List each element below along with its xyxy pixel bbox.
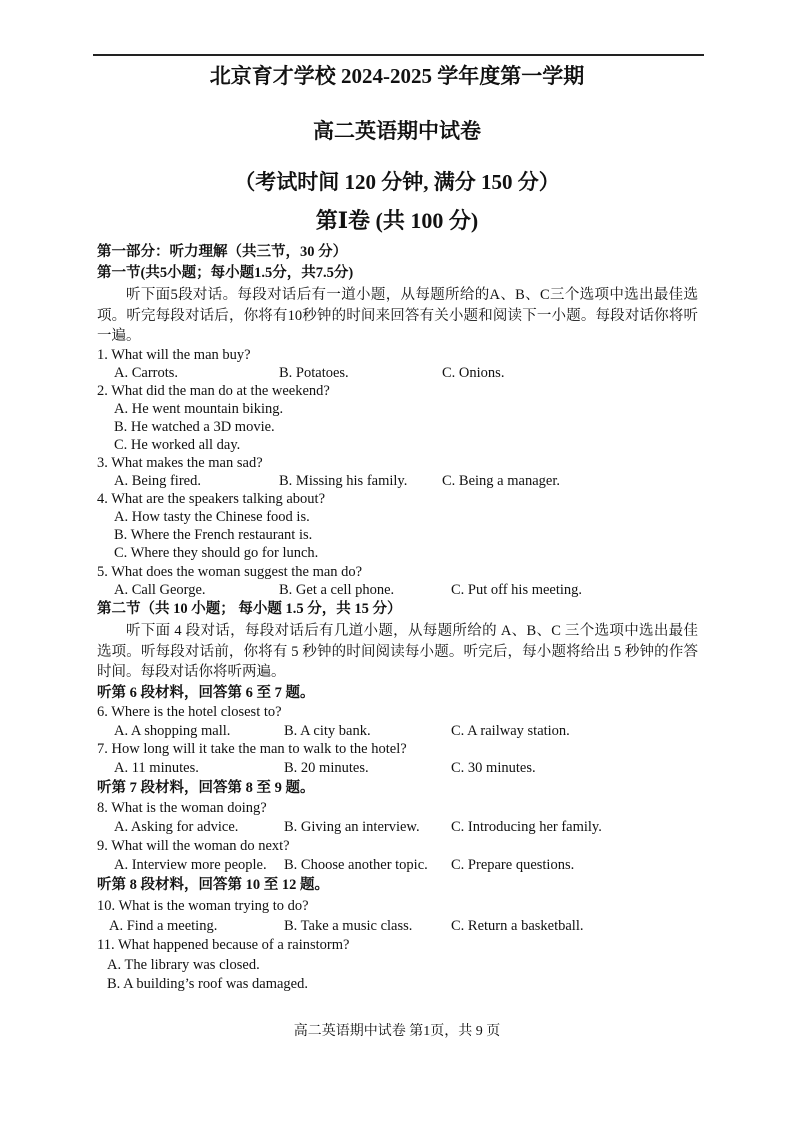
option-a: A. He went mountain biking. xyxy=(114,401,284,417)
page-footer: 高二英语期中试卷 第1页，共 9 页 xyxy=(293,1024,501,1039)
option-c: C. Return a basketball. xyxy=(451,918,584,934)
question-stem: 3. What makes the man sad? xyxy=(97,455,263,471)
option-a: A. Being fired. xyxy=(114,473,201,489)
exam-info: （考试时间 120 分钟, 满分 150 分） xyxy=(234,170,560,194)
school-title: 北京育才学校 2024-2025 学年度第一学期 xyxy=(209,64,585,88)
option-a: A. Asking for advice. xyxy=(114,819,239,835)
option-c: C. Prepare questions. xyxy=(451,857,575,873)
option-b: B. 20 minutes. xyxy=(284,760,369,776)
question-stem: 8. What is the woman doing? xyxy=(97,800,267,816)
material-6-heading: 听第 6 段材料，回答第 6 至 7 题。 xyxy=(97,685,315,701)
option-c: C. Where they should go for lunch. xyxy=(114,545,319,561)
option-c: C. Put off his meeting. xyxy=(451,582,583,598)
section1-instructions: 听下面5段对话。每段对话后有一道小题，从每题所给的A、B、C三个选项中选出最佳选项。听完每段对话后，你将有10秒钟的时间来回答有关小题和阅读下一小题。每段对话你将听一遍。 xyxy=(97,287,698,344)
option-a: A. How tasty the Chinese food is. xyxy=(114,509,310,525)
option-b: B. Where the French restaurant is. xyxy=(114,527,313,543)
question-stem: 11. What happened because of a rainstorm? xyxy=(97,937,350,953)
exam-title: 高二英语期中试卷 xyxy=(313,119,481,143)
option-c: C. He worked all day. xyxy=(114,437,241,453)
section2-heading: 第二节（共 10 小题； 每小题 1.5 分，共 15 分） xyxy=(97,601,402,617)
option-c: C. 30 minutes. xyxy=(451,760,536,776)
option-a: A. A shopping mall. xyxy=(114,723,231,739)
option-c: C. A railway station. xyxy=(451,723,570,739)
option-c: C. Onions. xyxy=(442,365,505,381)
option-b: B. Take a music class. xyxy=(284,918,413,934)
option-c: C. Being a manager. xyxy=(442,473,560,489)
question-stem: 7. How long will it take the man to walk to the hotel? xyxy=(97,741,407,757)
question-stem: 9. What will the woman do next? xyxy=(97,838,290,854)
option-c: C. Introducing her family. xyxy=(451,819,602,835)
material-7-heading: 听第 7 段材料，回答第 8 至 9 题。 xyxy=(97,780,315,796)
option-b: B. He watched a 3D movie. xyxy=(114,419,275,435)
section2-instructions: 听下面 4 段对话，每段对话后有几道小题，从每题所给的 A、B、C 三个选项中选出最佳选项。听每段对话前，你将有 5 秒钟的时间阅读每小题。听完后，每小题将给出 5 秒钟的作答时间。每段对话你将听两遍。 xyxy=(97,623,698,680)
question-stem: 6. Where is the hotel closest to? xyxy=(97,704,282,720)
section1-heading: 第一节(共5小题；每小题1.5分，共7.5分) xyxy=(97,265,354,281)
question-stem: 5. What does the woman suggest the man do? xyxy=(97,564,363,580)
option-a: A. 11 minutes. xyxy=(114,760,199,776)
option-a: A. Find a meeting. xyxy=(109,918,218,934)
question-stem: 2. What did the man do at the weekend? xyxy=(97,383,330,399)
option-b: B. Potatoes. xyxy=(279,365,349,381)
question-stem: 4. What are the speakers talking about? xyxy=(97,491,326,507)
option-b: B. A city bank. xyxy=(284,723,371,739)
volume-title: 第Ⅰ卷 (共 100 分) xyxy=(315,208,479,233)
option-b: B. A building’s roof was damaged. xyxy=(107,976,308,992)
option-a: A. Call George. xyxy=(114,582,206,598)
option-a: A. Interview more people. xyxy=(114,857,267,873)
material-8-heading: 听第 8 段材料，回答第 10 至 12 题。 xyxy=(97,877,329,893)
option-a: A. The library was closed. xyxy=(107,957,260,973)
option-b: B. Missing his family. xyxy=(279,473,408,489)
option-a: A. Carrots. xyxy=(114,365,179,381)
part1-heading: 第一部分：听力理解（共三节，30 分） xyxy=(97,244,348,260)
option-b: B. Giving an interview. xyxy=(284,819,420,835)
option-b: B. Choose another topic. xyxy=(284,857,428,873)
top-rule xyxy=(93,54,704,56)
question-stem: 10. What is the woman trying to do? xyxy=(97,898,309,914)
option-b: B. Get a cell phone. xyxy=(279,582,395,598)
question-stem: 1. What will the man buy? xyxy=(97,347,251,363)
